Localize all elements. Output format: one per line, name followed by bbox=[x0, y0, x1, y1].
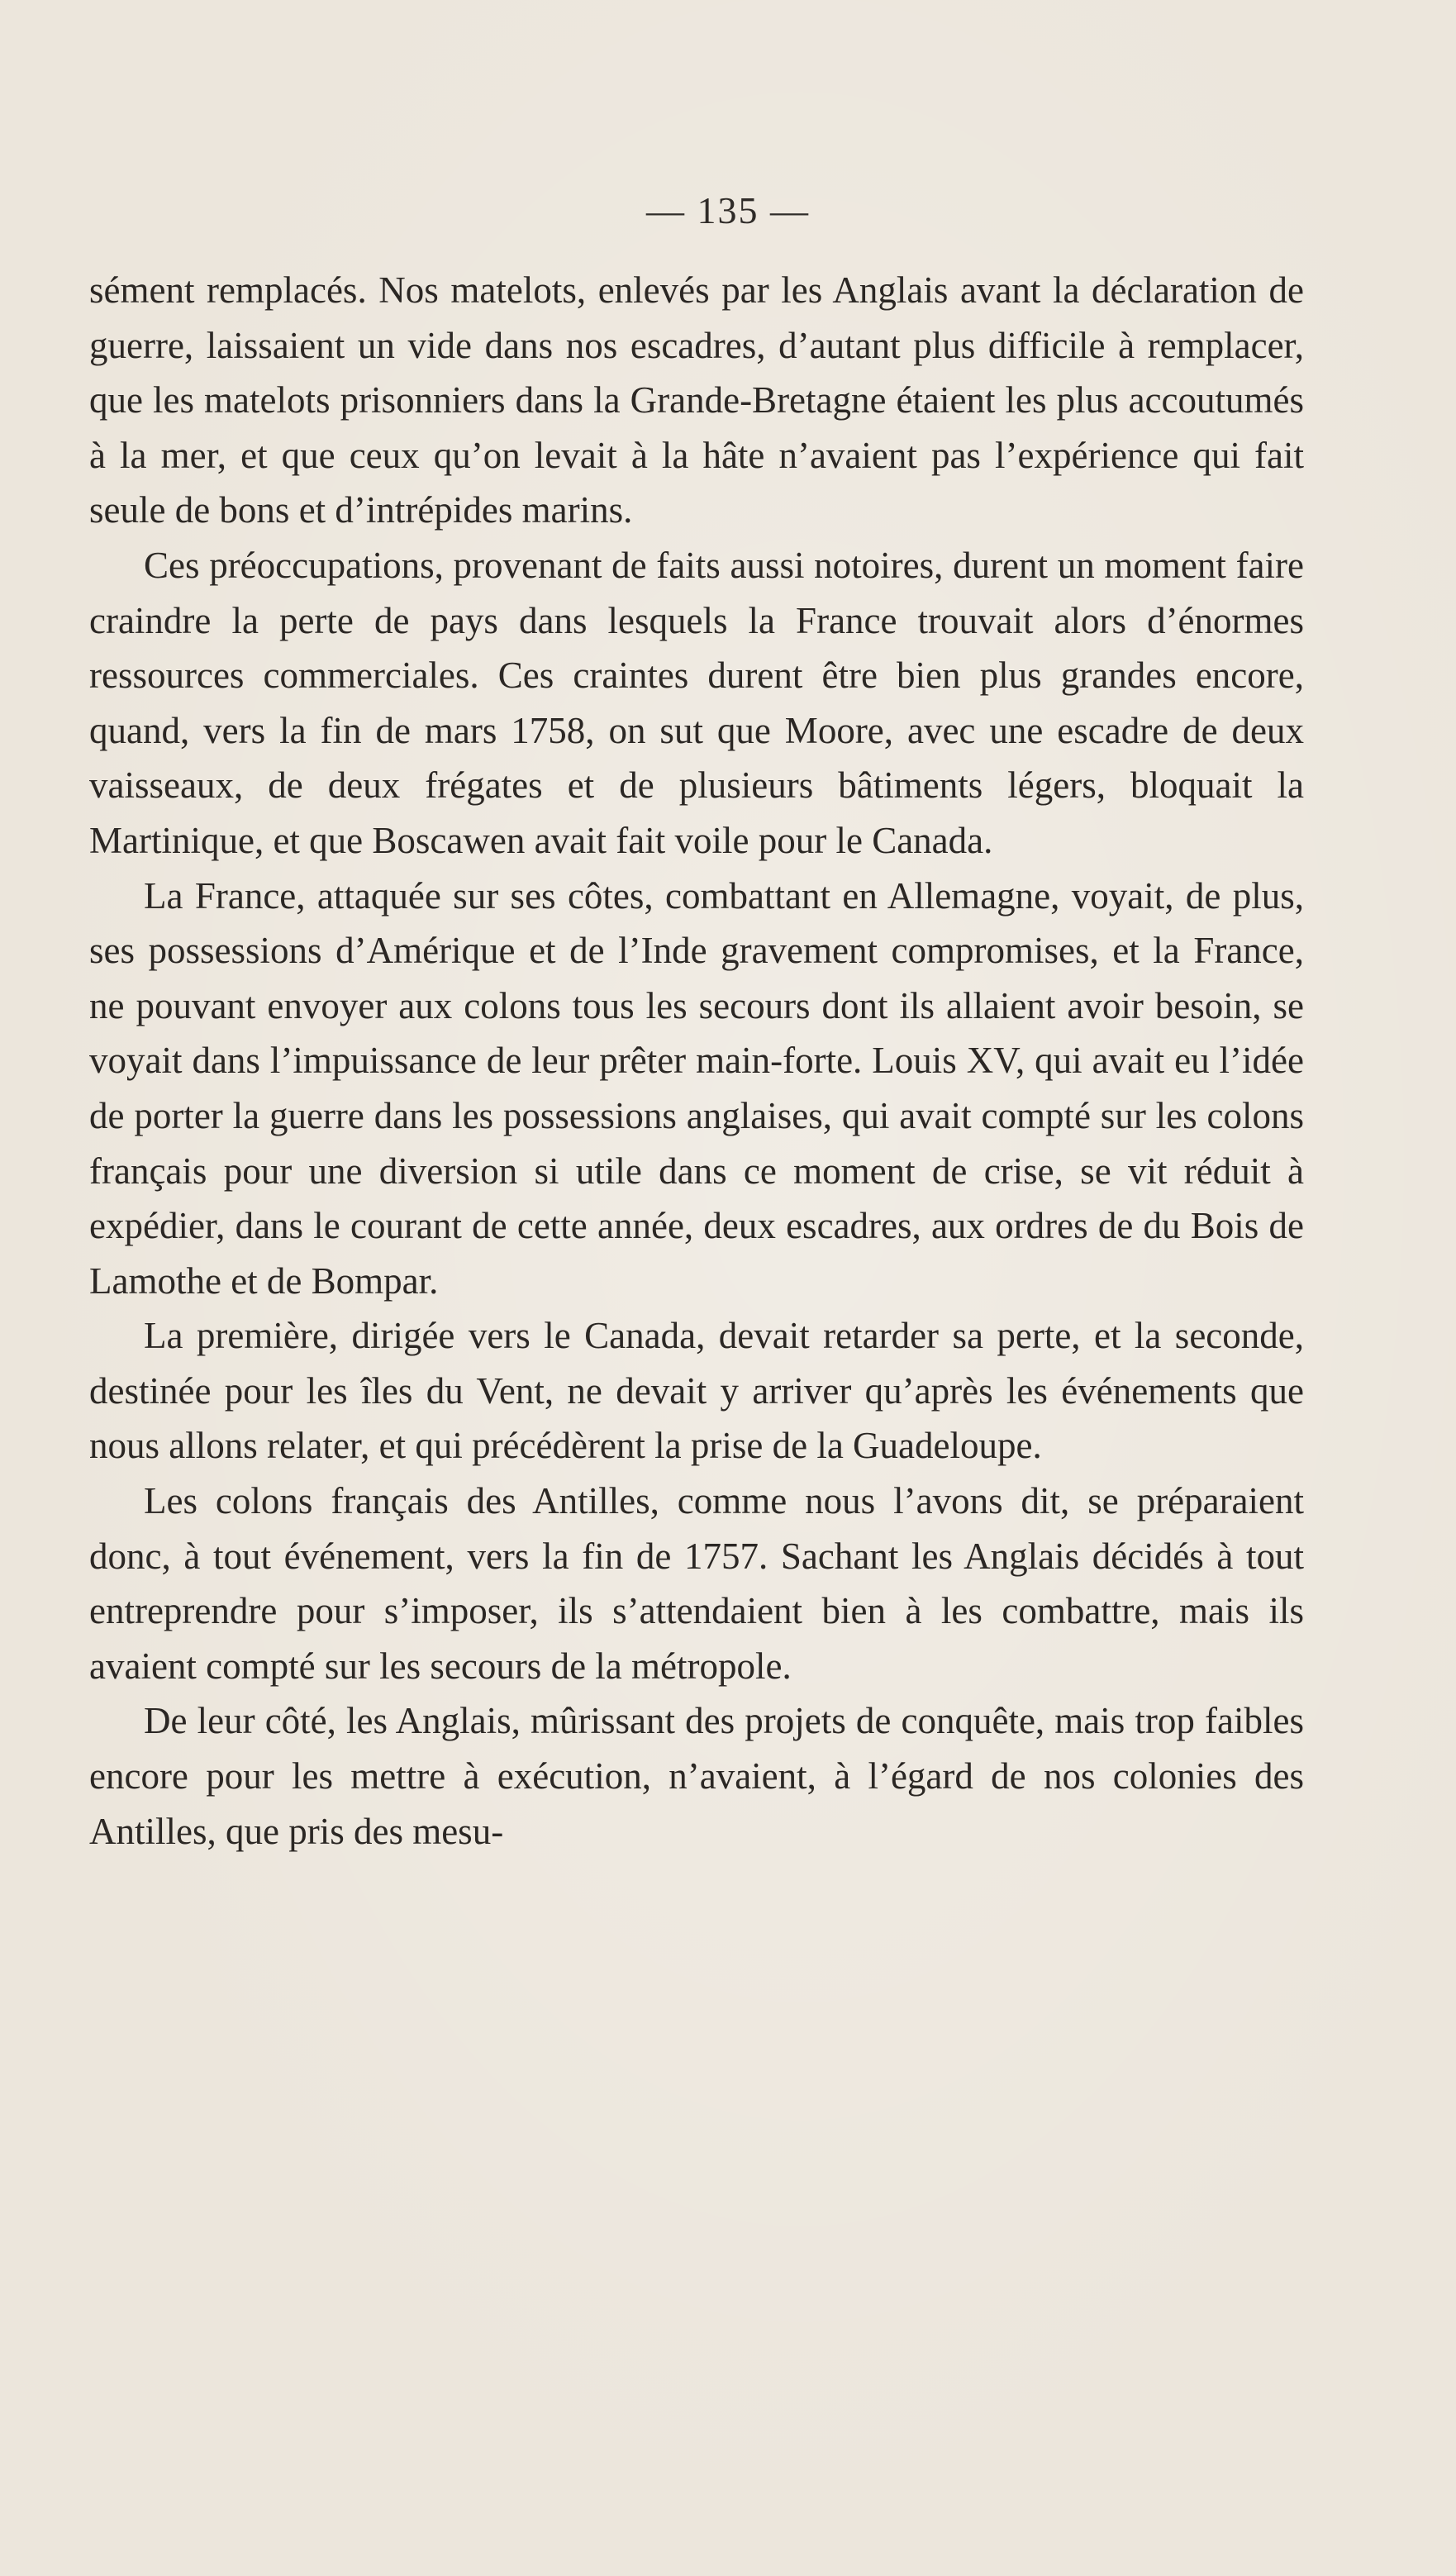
paragraph-4: La première, dirigée vers le Canada, devait retarder sa perte, et la seconde, destinée pour les îles du Vent, ne devait y arriver qu’après les événements que nous allons relater, et qui précédèrent la prise de la Guadeloupe. bbox=[89, 1315, 1304, 1467]
page-number: — 135 — bbox=[646, 189, 810, 231]
paragraph-2: Ces préoccupations, provenant de faits aussi notoires, durent un moment faire craindre la perte de pays dans lesquels la France trouvait alors d’énormes ressources commerciales. Ces craintes durent être bien plus grandes encore, quand, vers la fin de mars 1758, on sut que Moore, avec une escadre de deux vaisseaux, de deux frégates et de plusieurs bâtiments légers, bloquait la Martinique, et que Boscawen avait fait voile pour le Canada. bbox=[89, 544, 1304, 861]
paragraph-3: La France, attaquée sur ses côtes, combattant en Allemagne, voyait, de plus, ses possessions d’Amérique et de l’Inde gravement compromises, et la France, ne pouvant envoyer aux colons tous les secours dont ils allaient avoir besoin, se voyait dans l’impuissance de leur prêter main-forte. Louis XV, qui avait eu l’idée de porter la guerre dans les possessions anglaises, qui avait compté sur les colons français pour une diversion si utile dans ce moment de crise, se vit réduit à expédier, dans le courant de cette année, deux escadres, aux ordres de du Bois de Lamothe et de Bompar. bbox=[89, 874, 1304, 1302]
paragraph-1: sément remplacés. Nos matelots, enlevés par les Anglais avant la déclaration de guerre, laissaient un vide dans nos escadres, d’autant plus difficile à remplacer, que les matelots prisonniers dans la Grande-Bretagne étaient les plus accoutumés à la mer, et que ceux qu’on levait à la hâte n’avaient pas l’expérience qui fait seule de bons et d’intrépides marins. bbox=[89, 269, 1304, 531]
paragraph-6: De leur côté, les Anglais, mûrissant des projets de conquête, mais trop faibles encore pour les mettre à exécution, n’avaient, à l’égard de nos colonies des Antilles, que pris des mesu- bbox=[89, 1700, 1304, 1852]
paragraph-5: Les colons français des Antilles, comme nous l’avons dit, se préparaient donc, à tout événement, vers la fin de 1757. Sachant les Anglais décidés à tout entreprendre pour s’imposer, ils s’attendaient bien à les combattre, mais ils avaient compté sur les secours de la métropole. bbox=[89, 1480, 1304, 1687]
page-body bbox=[89, 263, 1304, 1859]
